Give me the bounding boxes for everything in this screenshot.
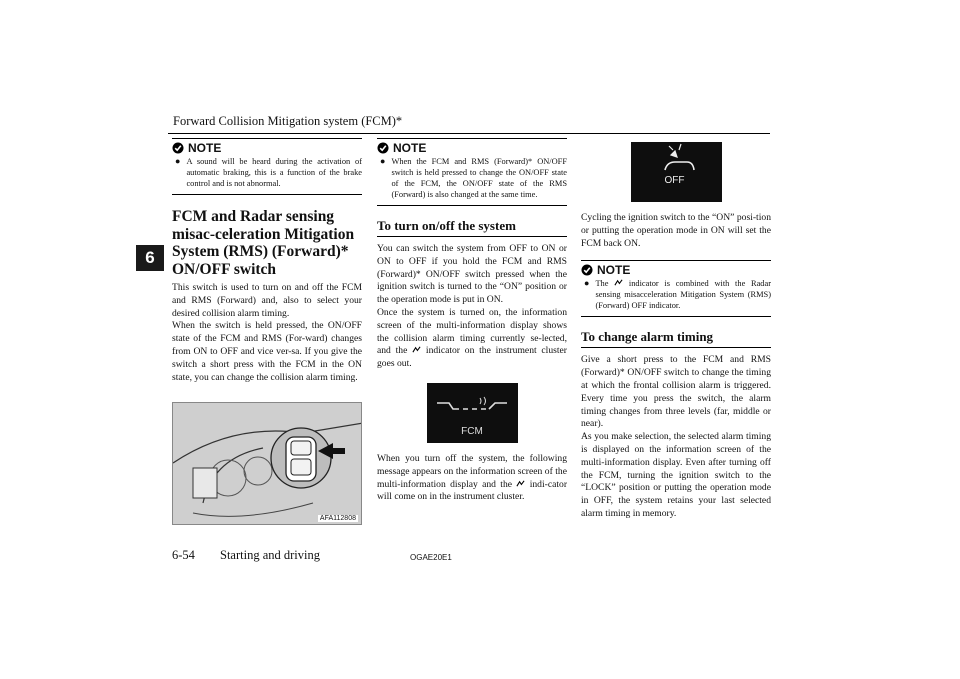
column-1 bbox=[172, 138, 362, 525]
note-header bbox=[377, 139, 567, 156]
chapter-tab: 6 bbox=[136, 245, 164, 271]
paragraph: Give a short press to the FCM and RMS (Forward)* ON/OFF switch to change the timing at which the frontal collision alarm is triggered. Every time you press the switch, the alarm timing changes from three levels (far, middle or near). bbox=[581, 354, 771, 430]
section-heading: FCM and Radar sensing misac-celeration Mitigation System (RMS) (Forward)* ON/OFF switch bbox=[172, 208, 355, 278]
note-text: When the FCM and RMS (Forward)* ON/OFF switch is held pressed to change the ON/OFF state of the FCM, the ON/OFF state of the RMS (Forward) is also changed at the same time. bbox=[391, 157, 567, 199]
section-heading: To change alarm timing bbox=[581, 329, 771, 348]
note-icon bbox=[581, 264, 593, 276]
paragraph: You can switch the system from OFF to ON or ON to OFF if you hold the FCM and RMS (Forward)* ON/OFF switch pressed when the ignition switch is turned to the “ON” position or the operation mode is put in ON. bbox=[377, 243, 567, 306]
page-number: 6-54 bbox=[172, 548, 195, 562]
illustration-code: AFA112808 bbox=[319, 515, 356, 523]
note-item bbox=[172, 156, 362, 189]
note-icon bbox=[377, 142, 389, 154]
bullet-icon: ● bbox=[175, 156, 181, 166]
paragraph-text: indi-cator will come on in the instrument cluster. bbox=[377, 478, 568, 503]
note-box bbox=[172, 138, 362, 195]
footer-section: Starting and driving bbox=[220, 548, 320, 562]
header-rule bbox=[168, 133, 770, 134]
paragraph: Cycling the ignition switch to the “ON” posi-tion or putting the operation mode in ON will set the FCM back ON. bbox=[581, 212, 771, 249]
switch-illustration bbox=[172, 402, 362, 525]
paragraph-text: Once the system is turned on, the information screen of the multi-information display shows the collision alarm timing currently se-lected, and the bbox=[377, 306, 567, 357]
display-label: FCM bbox=[461, 425, 483, 437]
bullet-icon: ● bbox=[380, 156, 386, 166]
page-header-title: Forward Collision Mitigation system (FCM)* bbox=[173, 114, 403, 128]
column-3 bbox=[581, 138, 771, 521]
collision-warning-icon bbox=[412, 345, 421, 354]
note-label: NOTE bbox=[393, 140, 427, 155]
collision-warning-icon bbox=[614, 278, 623, 287]
section-heading: To turn on/off the system bbox=[377, 218, 567, 237]
steering-switch-drawing bbox=[173, 403, 362, 525]
fcm-display-panel bbox=[427, 383, 518, 443]
note-text-part: indicator is combined with the Radar sensing misacceleration Mitigation System (RMS) (Forward) OFF indicator. bbox=[595, 279, 771, 311]
note-header bbox=[172, 139, 362, 156]
note-box bbox=[581, 260, 771, 317]
paragraph: This switch is used to turn on and off the FCM and RMS (Forward) and, also to select your desired collision alarm timing. bbox=[172, 282, 362, 319]
paragraph bbox=[377, 453, 567, 504]
note-label: NOTE bbox=[188, 140, 222, 155]
paragraph bbox=[377, 307, 567, 371]
note-header bbox=[581, 261, 771, 278]
note-item bbox=[581, 278, 771, 311]
footer-code: OGAE20E1 bbox=[410, 553, 452, 562]
indicator-label: OFF bbox=[664, 175, 685, 186]
note-label: NOTE bbox=[597, 262, 631, 277]
paragraph-text: indicator on the instrument cluster goes out. bbox=[377, 345, 567, 370]
note-text: A sound will be heard during the activation of automatic braking, this is a function of the brake control and is not abnormal. bbox=[186, 157, 362, 188]
note-text-part: The bbox=[595, 279, 609, 289]
paragraph: As you make selection, the selected alarm timing is displayed on the information screen of the multi-information display. Even after turning off the FCM, turning the ignition switch to the “LOCK” position or putting the operation mode in OFF, the system retains your last selected alarm timing in memory. bbox=[581, 431, 771, 519]
column-2 bbox=[377, 138, 567, 504]
collision-warning-icon bbox=[516, 479, 525, 488]
bullet-icon: ● bbox=[584, 278, 590, 289]
note-box bbox=[377, 138, 567, 206]
fcm-off-indicator-icon bbox=[631, 142, 722, 202]
note-icon bbox=[172, 142, 184, 154]
paragraph-text: When you turn off the system, the following message appears on the information screen of the multi-information display and the bbox=[377, 452, 567, 490]
paragraph: When the switch is held pressed, the ON/OFF state of the FCM and RMS (For-ward) changes from ON to OFF and vice ver-sa. If you give the switch a short press with the FCM in the ON state, you can change the collision alarm timing. bbox=[172, 320, 362, 383]
off-indicator-panel bbox=[631, 142, 722, 202]
vehicle-distance-icon bbox=[427, 383, 518, 423]
note-item bbox=[377, 156, 567, 200]
note-text bbox=[595, 278, 771, 311]
